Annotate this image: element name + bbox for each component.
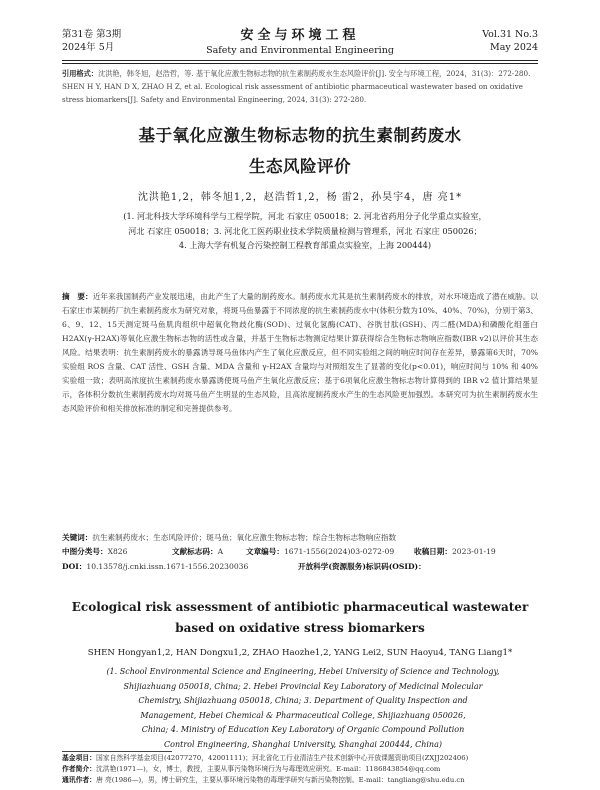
author-bio-label: 作者简介： [62, 765, 96, 773]
doi-value[interactable]: 10.13578/j.cnki.issn.1671-1556.20230036 [86, 562, 249, 571]
title-cn-line1: 基于氧化应激生物标志物的抗生素制药废水 [138, 126, 462, 145]
volume-issue-cn: 第31卷 第3期 [62, 29, 122, 40]
classification-row [62, 545, 538, 558]
date-en: May 2024 [490, 42, 538, 53]
clc-field [62, 545, 127, 558]
citation-en: SHEN H Y, HAN D X, ZHAO H Z, et al. Ecological risk assessment of antibiotic pharmaceutical wastewater based on oxidative stress biomarkers[J]. Safety and Environmental Engineering, 2024, 31(3): 272-280. [62, 82, 523, 104]
abstract-cn [62, 290, 538, 416]
affiliation-en-line: Chemistry, Shijiazhuang 050018, China; 3. Department of Quality Inspection and [138, 696, 468, 705]
keywords-cn-label: 关键词： [62, 533, 93, 542]
article-no-field [246, 545, 394, 558]
footnotes [62, 753, 538, 786]
clc-label: 中图分类号： [62, 547, 108, 556]
affiliation-cn-line: (1. 河北科技大学环境科学与工程学院，河北 石家庄 050018；2. 河北省药用分子化学重点实验室， [123, 211, 487, 221]
affiliation-cn-line: 河北 石家庄 050018；3. 河北化工医药职业技术学院质量检测与管理系，河北 石家庄 050026； [128, 225, 482, 236]
paper-title-cn [62, 120, 538, 182]
citation-cn: 沈洪艳，韩冬旭，赵浩哲，等. 基于氧化应激生物标志物的抗生素制药废水生态风险评价[J]. 安全与环境工程，2024，31(3)：272-280. [97, 69, 531, 78]
affiliation-en-line: Control Engineering, Shanghai University, Shanghai 200444, China) [164, 739, 442, 749]
received-field [414, 545, 496, 558]
doc-code-field [172, 545, 223, 558]
keywords-cn [62, 531, 538, 545]
affiliation-en-line: China; 4. Ministry of Education Key Laboratory of Organic Compound Pollution [141, 725, 465, 734]
fund-label: 基金项目： [62, 754, 96, 762]
paper-title-en [62, 597, 538, 639]
affiliations-cn [74, 209, 536, 253]
clc-value: X826 [107, 547, 128, 556]
citation-block [62, 67, 538, 106]
fund-text: 国家自然科学基金项目(42077270，42001111)；河北省化工行业清洁生产技术创新中心开放课题资助项目(ZXJJ202406) [95, 754, 469, 762]
doc-code-value: A [217, 547, 224, 556]
received-value: 2023-01-19 [451, 547, 496, 556]
running-header [62, 28, 538, 58]
author-bio-text: 沈洪艳(1971—)，女，博士，教授，主要从事污染物环境行为与毒理效应研究。E-mail：1186843854@qq.com [95, 765, 441, 773]
affiliation-cn-line: 4. 上海大学有机复合污染控制工程教育部重点实验室，上海 200444) [178, 240, 432, 250]
journal-name-en: Safety and Environmental Engineering [206, 45, 394, 56]
volume-issue-en: Vol.31 No.3 [482, 29, 538, 40]
doc-code-label: 文献标志码： [172, 547, 218, 556]
affiliation-en-line: Management, Hebei Chemical & Pharmaceutical College, Shijiazhuang 050026, [140, 710, 466, 720]
doi-field [62, 560, 248, 573]
authors-cn: 沈洪艳1,2，韩冬旭1,2，赵浩哲1,2，杨 雷2，孙昊宇4，唐 亮1* [137, 192, 463, 203]
affiliation-en-line: (1. School Environmental Science and Engineering, Hebei University of Science and Technology, [106, 667, 500, 676]
affiliation-en-line: Shijiazhuang 050018, China; 2. Hebei Provincial Key Laboratory of Medicinal Molecular [123, 681, 483, 691]
doi-row [62, 560, 538, 573]
header-center [62, 28, 538, 57]
header-rule-thin [62, 63, 538, 64]
header-right [482, 28, 538, 54]
title-en-line2: based on oxidative stress biomarkers [175, 621, 425, 635]
fund-note [62, 753, 538, 764]
abstract-cn-text: 近年来我国制药产业发展迅速，由此产生了大量的制药废水。制药废水尤其是抗生素制药废水的排放，对水环境造成了潜在威胁。以石家庄市某制药厂抗生素制药废水为研究对象，将斑马鱼暴露于不同浓度的抗生素制药废水中(体积分数为10%、40%、70%)，分别于第3、6、9、12、15天测定斑马鱼肌肉组织中超氧化物歧化酶(SOD)、过氧化氢酶(CAT)、谷胱甘肽(GSH)、丙二醛(MDA)和磷酸化组蛋白H2AX(γ-H2AX)等氧化应激生物标志物的活性或含量，并基于生物标志物测定结果计算获得综合生物标志物响应指数(IBR v2)以评价其生态风险。结果表明：抗生素制药废水的暴露诱导斑马鱼体内产生了氧化应激反应，但不同实验组之间的响应时间存在差异，暴露第6天时，70%实验组 ROS 含量、CAT 活性、GSH 含量、MDA 含量和 γ-H2AX 含量均与对照组发生了显著的变化(p<0.01)，响应时间与 10% 和 40% 实验组一致；表明高浓度抗生素制药废水暴露诱使斑马鱼产生氧化应激反应；基于6项氧化应激生物标志物计算得到的 IBR v2 值计算结果显示，各体积分数抗生素制药废水均对斑马鱼产生明显的生态风险，且高浓度制药废水产生的生态风险更加强烈。本研究可为抗生素制药废水生态风险评价和相关排放标准的制定和完善提供参考。 [62, 292, 538, 413]
corresponding-label: 通讯作者： [62, 776, 96, 784]
title-cn-line2: 生态风险评价 [249, 157, 351, 176]
author-note [62, 764, 538, 775]
date-cn: 2024年 5月 [62, 42, 115, 53]
keywords-cn-text: 抗生素制药废水；生态风险评价；斑马鱼；氧化应激生物标志物；综合生物标志物响应指数 [92, 533, 397, 542]
corresponding-note [62, 775, 538, 786]
citation-label: 引用格式： [62, 69, 98, 78]
doi-label: DOI： [62, 562, 87, 571]
affiliations-en [68, 665, 538, 752]
authors-en: SHEN Hongyan1,2, HAN Dongxu1,2, ZHAO Haozhe1,2, YANG Lei2, SUN Haoyu4, TANG Liang1* [87, 648, 513, 658]
header-rule [62, 60, 538, 61]
article-no-label: 文章编号： [246, 547, 284, 556]
title-en-line1: Ecological risk assessment of antibiotic pharmaceutical wastewater [71, 600, 529, 614]
received-label: 收稿日期： [414, 547, 452, 556]
abstract-cn-label: 摘 要： [62, 292, 93, 301]
corresponding-text: 唐 亮(1986—)，男，博士研究生，主要从事环境污染物的毒理学研究与新污染物控制。E-mail：tangliang@shu.edu.cn [95, 776, 465, 784]
osid-label: 开放科学(资源服务)标识码(OSID)： [298, 562, 426, 571]
article-no-value: 1671-1556(2024)03-0272-09 [283, 547, 395, 556]
footnote-rule [62, 751, 172, 752]
journal-name-cn: 安全与环境工程 [240, 28, 360, 43]
